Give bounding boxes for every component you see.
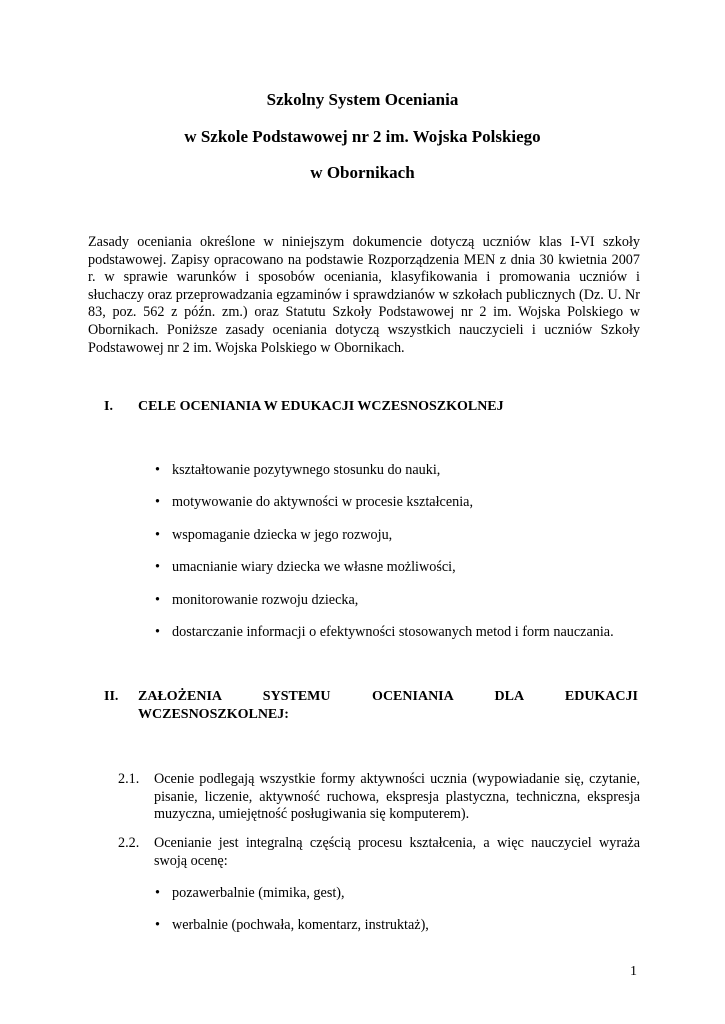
bullet-icon: • <box>155 885 160 901</box>
section-2-title-line-2: WCZESNOSZKOLNEJ: <box>138 706 289 722</box>
section-1-number: I. <box>104 399 113 414</box>
section-1-title: CELE OCENIANIA W EDUKACJI WCZESNOSZKOLNEJ <box>138 399 504 414</box>
intro-paragraph: Zasady oceniania określone w niniejszym dokumencie dotyczą uczniów klas I-VI szkoły podstawowej. Zapisy opracowano na podstawie Rozporządzenia MEN z dnia 30 kwietnia 2007 r. w sprawie warunków i sposobów oceniania, klasyfikowania i promowania uczniów i słuchaczy oraz przeprowadzania egzaminów i sprawdzianów w szkołach publicznych (Dz. U. Nr 83, poz. 562 z późn. zm.) oraz Statutu Szkoły Podstawowej nr 2 im. Wojska Polskiego w Obornikach. Poniższe zasady oceniania dotyczą wszystkich nauczycieli i uczniów Szkoły Podstawowej nr 2 im. Wojska Polskiego w Obornikach. <box>88 234 640 356</box>
bullet-icon: • <box>155 624 160 640</box>
bullet-icon: • <box>155 917 160 933</box>
list-item-text: umacnianie wiary dziecka we własne możliwości, <box>172 559 456 575</box>
bullet-icon: • <box>155 592 160 608</box>
item-number: 2.1. <box>118 771 140 787</box>
section-2-number: II. <box>104 689 119 704</box>
document-title-line-3: w Obornikach <box>310 163 415 182</box>
document-title-line-1: Szkolny System Oceniania <box>266 90 459 109</box>
bullet-icon: • <box>155 559 160 575</box>
document-title-line-2: w Szkole Podstawowej nr 2 im. Wojska Polskiego <box>184 127 541 146</box>
section-2-title-line-1: ZAŁOŻENIA SYSTEMU OCENIANIA DLA EDUKACJI <box>138 689 638 704</box>
list-item-text: werbalnie (pochwała, komentarz, instruktaż), <box>172 917 429 933</box>
list-item-text: wspomaganie dziecka w jego rozwoju, <box>172 527 393 543</box>
list-item-text: dostarczanie informacji o efektywności stosowanych metod i form nauczania. <box>172 624 614 640</box>
section-2-title <box>138 688 638 723</box>
item-text: Ocenie podlegają wszystkie formy aktywności ucznia (wypowiadanie się, czytanie, pisanie, liczenie, aktywność ruchowa, ekspresja plastyczna, techniczna, ekspresja muzyczna, umiejętność posługiwania się komputerem). <box>154 771 640 823</box>
list-item-text: pozawerbalnie (mimika, gest), <box>172 885 345 901</box>
item-number: 2.2. <box>118 835 140 851</box>
bullet-icon: • <box>155 527 160 543</box>
bullet-icon: • <box>155 494 160 510</box>
item-text: Ocenianie jest integralną częścią procesu kształcenia, a więc nauczyciel wyraża swoją ocenę: <box>154 835 640 869</box>
list-item-text: motywowanie do aktywności w procesie kształcenia, <box>172 494 473 510</box>
bullet-icon: • <box>155 462 160 478</box>
list-item-text: kształtowanie pozytywnego stosunku do nauki, <box>172 462 441 478</box>
page-number: 1 <box>630 964 637 979</box>
list-item-text: monitorowanie rozwoju dziecka, <box>172 592 359 608</box>
